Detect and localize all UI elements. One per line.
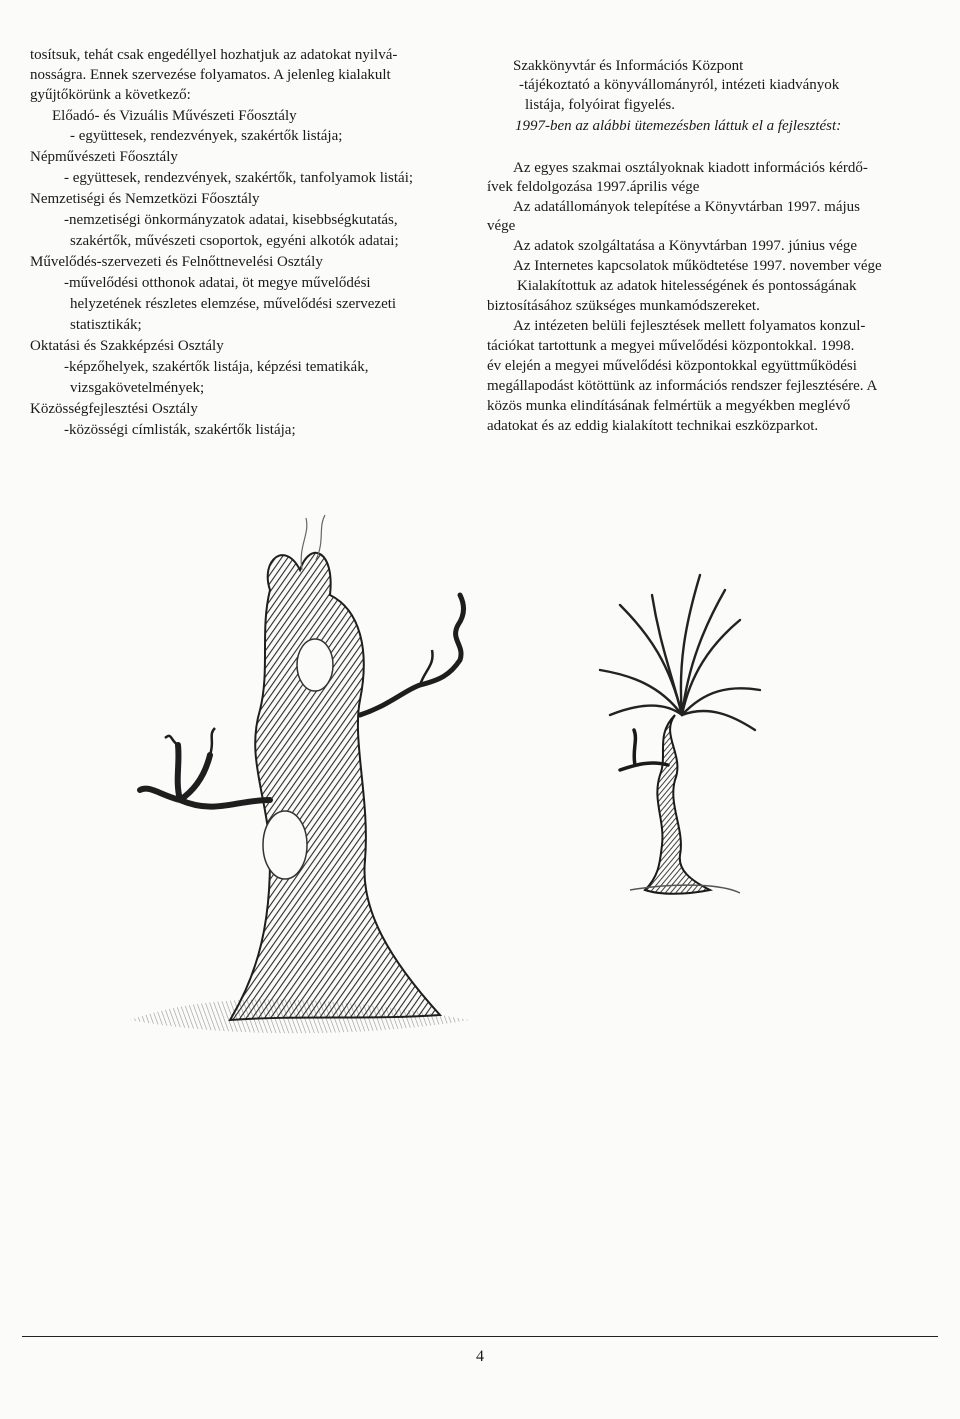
section-heading: Nemzetiségi és Nemzetközi Főosztály <box>30 191 260 207</box>
text-line: vége <box>487 218 516 234</box>
schedule-intro: 1997-ben az alábbi ütemezésben láttuk el a fejlesztést: <box>515 118 842 134</box>
text-line: adatokat és az eddig kialakított technikai eszközparkot. <box>487 418 819 434</box>
section-heading: Oktatási és Szakképzési Osztály <box>30 338 224 354</box>
text-line: közös munka elindításának felmértük a megyékben meglévő <box>487 398 851 414</box>
text-line: - együttesek, rendezvények, szakértők, tanfolyamok listái; <box>64 170 414 186</box>
text-line: -tájékoztató a könyvállományról, intézeti kiadványok <box>519 77 840 93</box>
right-branch <box>360 595 464 715</box>
left-branch <box>140 745 270 807</box>
section-heading: Közösségfejlesztési Osztály <box>30 401 198 417</box>
gnarled-tree-illustration <box>120 500 480 1045</box>
section-heading: Előadó- és Vizuális Művészeti Főosztály <box>52 108 297 124</box>
text-line: vizsgakövetelmények; <box>70 380 205 396</box>
section-heading: Művelődés-szervezeti és Felnőttnevelési Osztály <box>30 254 323 270</box>
text-line: Az intézeten belüli fejlesztések mellett folyamatos konzul- <box>513 318 866 334</box>
section-heading: Népművészeti Főosztály <box>30 149 178 165</box>
text-line: -közösségi címlisták, szakértők listája; <box>64 422 296 438</box>
text-line: tációkat tartottunk a megyei művelődési központokkal. 1998. <box>487 338 855 354</box>
text-line: Az adatállományok telepítése a Könyvtárban 1997. május <box>513 199 860 215</box>
text-line: megállapodást kötöttünk az információs rendszer fejlesztésére. A <box>487 378 878 394</box>
section-heading: Szakkönyvtár és Információs Központ <box>513 58 744 74</box>
page-number: 4 <box>476 1348 484 1365</box>
text-line: szakértők, művészeti csoportok, egyéni alkotók adatai; <box>70 233 399 249</box>
plant-trunk <box>645 715 710 894</box>
footer-rule <box>22 1336 938 1337</box>
text-line: Az adatok szolgáltatása a Könyvtárban 1997. június vége <box>513 238 858 254</box>
text-line: biztosításához szükséges munkamódszereket. <box>487 298 760 314</box>
tree-trunk <box>230 553 440 1020</box>
text-line: nosságra. Ennek szervezése folyamatos. A jelenleg kialakult <box>30 67 391 83</box>
text-line: Az Internetes kapcsolatok működtetése 1997. november vége <box>513 258 882 274</box>
twig <box>165 728 215 755</box>
text-line: Kialakítottuk az adatok hitelességének és pontosságának <box>517 278 857 294</box>
text-line: gyűjtőkörünk a következő: <box>30 87 191 103</box>
text-line: év elején a megyei művelődési központokkal együttműködési <box>487 358 857 374</box>
knot-hole <box>297 639 333 691</box>
text-line: Az egyes szakmai osztályoknak kiadott információs kérdő- <box>513 160 868 176</box>
text-line: -képzőhelyek, szakértők listája, képzési tematikák, <box>64 359 369 375</box>
text-line: tosítsuk, tehát csak engedéllyel hozhatjuk az adatokat nyilvá- <box>30 47 398 63</box>
text-line: - együttesek, rendezvények, szakértők listája; <box>70 128 343 144</box>
knot-hole <box>263 811 307 879</box>
text-line: -nemzetiségi önkormányzatok adatai, kisebbségkutatás, <box>64 212 398 228</box>
side-branch <box>620 730 668 770</box>
text-line: -művelődési otthonok adatai, öt megye művelődési <box>64 275 371 291</box>
text-line: listája, folyóirat figyelés. <box>525 97 675 113</box>
text-line: statisztikák; <box>70 317 142 333</box>
palm-leaves <box>600 575 760 730</box>
palm-plant-illustration <box>590 565 770 900</box>
text-line: helyzetének részletes elemzése, művelődési szervezeti <box>70 296 397 312</box>
text-line: ívek feldolgozása 1997.április vége <box>487 179 700 195</box>
